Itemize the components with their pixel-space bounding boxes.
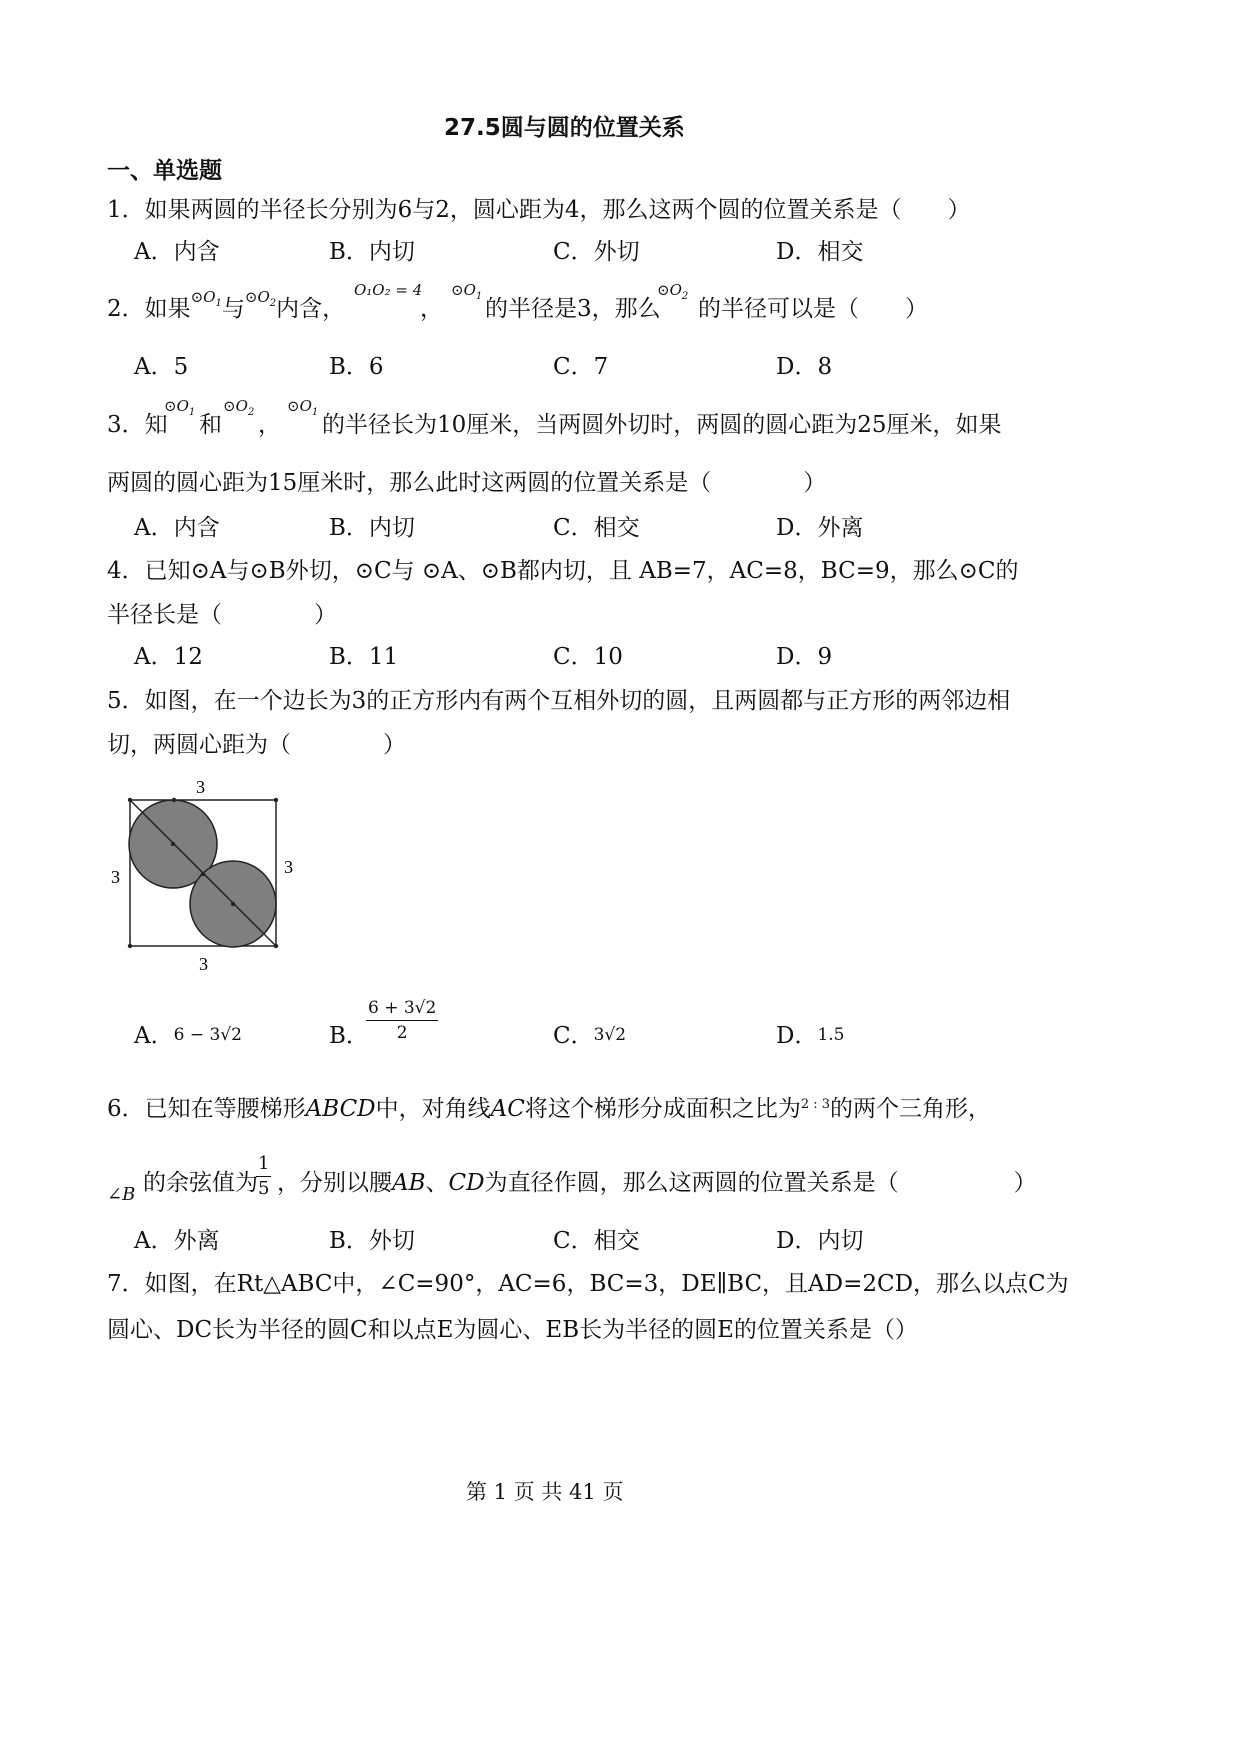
q2-circle-o2b-text: ⊙O bbox=[657, 281, 682, 299]
section-heading: 一、单选题 bbox=[107, 158, 222, 184]
q2-option-d: D．8 bbox=[776, 354, 833, 380]
q3-circle-o1b-sub: 1 bbox=[311, 407, 319, 418]
q6-text-a: 6．已知在等腰梯形 bbox=[107, 1096, 306, 1122]
q3-option-b: B．内切 bbox=[329, 515, 415, 541]
q2-option-a: A．5 bbox=[134, 354, 189, 380]
q3-prefix: 3．知 bbox=[107, 412, 168, 438]
q6-angle-b: ∠B bbox=[107, 1184, 136, 1205]
q3-circle-o1-text: ⊙O bbox=[164, 397, 189, 415]
q2-circle-o1b-text: ⊙O bbox=[451, 281, 476, 299]
q5-center-dot bbox=[171, 842, 175, 846]
q5-vertex-dot bbox=[274, 944, 278, 948]
q7-line2: 圆心、DC长为半径的圆C和以点E为圆心、EB长为半径的圆E的位置关系是（） bbox=[107, 1317, 918, 1343]
q5-option-a bbox=[134, 1021, 242, 1053]
q5-option-d-label: D． bbox=[776, 1023, 818, 1049]
q6-line2-a: 的余弦值为 bbox=[143, 1170, 258, 1196]
q3-option-d: D．外离 bbox=[776, 515, 864, 541]
q2-circle-o2-sub: 2 bbox=[269, 298, 277, 309]
page-footer: 第 1 页 共 41 页 bbox=[466, 1480, 624, 1504]
question-1: 1．如果两圆的半径长分别为6与2，圆心距为4，那么这两个圆的位置关系是（ ） bbox=[107, 197, 971, 223]
q5-label-left: 3 bbox=[111, 867, 120, 887]
q6-line2-rest bbox=[277, 1168, 1037, 1198]
q2-circle-o1 bbox=[190, 288, 222, 309]
q2-radius-text: 的半径是3，那么 bbox=[485, 296, 661, 322]
q6-ab: AB bbox=[392, 1170, 426, 1196]
q2-circle-o2-text: ⊙O bbox=[244, 288, 270, 306]
q6-fraction-den: 5 bbox=[258, 1178, 270, 1199]
q5-label-right: 3 bbox=[284, 857, 293, 877]
q2-distance: O₁O₂ = 4 bbox=[354, 281, 423, 299]
q3-circle-o2-text: ⊙O bbox=[223, 397, 248, 415]
q5-vertex-dot bbox=[128, 944, 132, 948]
q3-circle-o1b-text: ⊙O bbox=[287, 397, 312, 415]
q3-option-a: A．内含 bbox=[134, 515, 220, 541]
q5-vertex-dot bbox=[128, 798, 132, 802]
q6-option-a: A．外离 bbox=[134, 1228, 220, 1254]
q5-vertex-dot bbox=[274, 798, 278, 802]
q3-circle-o2 bbox=[223, 397, 254, 418]
q5-option-b-denominator: 2 bbox=[396, 1023, 408, 1043]
q5-option-a-label: A． bbox=[134, 1023, 174, 1049]
q5-tangent-dot bbox=[172, 798, 176, 802]
q5-option-b-fraction bbox=[366, 996, 438, 1045]
q6-ratio: 2 : 3 bbox=[800, 1097, 831, 1112]
q6-text-e: ，分别以腰 bbox=[277, 1170, 392, 1196]
q3-line2: 两圆的圆心距为15厘米时，那么此时这两圆的位置关系是（ ） bbox=[107, 470, 827, 496]
q4-option-a: A．12 bbox=[134, 644, 203, 670]
q1-option-b: B．内切 bbox=[329, 239, 415, 265]
q7-line1: 7．如图，在Rt△ABC中，∠C=90°，AC=6，BC=3，DE∥BC，且AD=2CD，那么以点C为 bbox=[107, 1271, 1069, 1297]
q6-fraction bbox=[256, 1152, 271, 1201]
q5-option-a-value: 6 − 3√2 bbox=[173, 1025, 242, 1045]
q6-text-c: 将这个梯形分成面积之比为 bbox=[524, 1096, 801, 1122]
q2-circle-o2 bbox=[244, 288, 277, 309]
q1-option-d: D．相交 bbox=[776, 239, 864, 265]
q2-comma: ， bbox=[420, 296, 443, 322]
q5-tangent-dot bbox=[201, 872, 205, 876]
q2-with: 与 bbox=[221, 296, 245, 322]
q6-option-b: B．外切 bbox=[329, 1228, 415, 1254]
q2-contain: 内含， bbox=[276, 296, 346, 322]
q2-circle-o1b bbox=[451, 281, 482, 302]
q5-label-top: 3 bbox=[196, 777, 205, 797]
q6-text-d: 的两个三角形， bbox=[830, 1096, 992, 1122]
q3-comma: ， bbox=[258, 412, 281, 438]
q5-option-b-label: B． bbox=[329, 1023, 369, 1049]
q5-label-bottom: 3 bbox=[199, 954, 208, 974]
q6-fraction-num: 1 bbox=[256, 1152, 271, 1177]
q6-option-d: D．内切 bbox=[776, 1228, 864, 1254]
q5-option-c-label: C． bbox=[553, 1023, 594, 1049]
q2-circle-o2b bbox=[657, 281, 688, 302]
q2-prefix: 2．如果 bbox=[107, 296, 191, 322]
q2-option-c: C．7 bbox=[553, 354, 609, 380]
q5-line1: 5．如图，在一个边长为3的正方形内有两个互相外切的圆，且两圆都与正方形的两邻边相 bbox=[107, 688, 1011, 714]
document-title: 27.5圆与圆的位置关系 bbox=[444, 115, 685, 141]
q5-line2: 切，两圆心距为（ ） bbox=[107, 732, 406, 758]
q3-circle-o1b bbox=[287, 397, 318, 418]
q5-center-dot bbox=[231, 902, 235, 906]
q3-option-c: C．相交 bbox=[553, 515, 640, 541]
q1-option-c: C．外切 bbox=[553, 239, 640, 265]
q6-cd: CD bbox=[448, 1170, 485, 1196]
q6-abcd: ABCD bbox=[305, 1096, 376, 1122]
q5-option-c-value: 3√2 bbox=[593, 1025, 627, 1045]
question-2 bbox=[107, 288, 346, 333]
q4-line1: 4．已知⊙A与⊙B外切，⊙C与 ⊙A、⊙B都内切，且 AB=7，AC=8，BC=9，那么⊙C的 bbox=[107, 558, 1019, 584]
q3-and: 和 bbox=[199, 412, 222, 438]
q6-sep: 、 bbox=[425, 1170, 449, 1196]
q5-option-d-value: 1.5 bbox=[817, 1025, 845, 1045]
q2-circle-o2b-sub: 2 bbox=[681, 291, 689, 302]
q6-line1 bbox=[107, 1094, 991, 1128]
q6-option-c: C．相交 bbox=[553, 1228, 640, 1254]
q6-ac: AC bbox=[490, 1096, 525, 1122]
q3-line1: 的半径长为10厘米，当两圆外切时，两圆的圆心距为25厘米，如果 bbox=[322, 412, 1002, 438]
q5-option-b-numerator: 6 + 3√2 bbox=[366, 996, 438, 1021]
q5-option-d bbox=[776, 1021, 845, 1053]
q2-tail: 的半径可以是（ ） bbox=[698, 296, 928, 322]
q4-option-d: D．9 bbox=[776, 644, 833, 670]
q1-option-a: A．内含 bbox=[134, 239, 220, 265]
q3-circle-o1-sub: 1 bbox=[188, 407, 196, 418]
q4-option-c: C．10 bbox=[553, 644, 623, 670]
q4-option-b: B．11 bbox=[329, 644, 399, 670]
q6-text-b: 中，对角线 bbox=[375, 1096, 491, 1122]
q2-circle-o1-text: ⊙O bbox=[190, 288, 216, 306]
q5-figure bbox=[100, 770, 310, 980]
q4-line2: 半径长是（ ） bbox=[107, 602, 337, 628]
q6-text-f: 为直径作圆，那么这两圆的位置关系是（ ） bbox=[484, 1170, 1037, 1196]
q3-circle-o2-sub: 2 bbox=[247, 407, 255, 418]
q2-circle-o1b-sub: 1 bbox=[475, 291, 483, 302]
q5-option-c bbox=[553, 1021, 626, 1053]
q2-option-b: B．6 bbox=[329, 354, 384, 380]
q3-circle-o1 bbox=[164, 397, 195, 418]
q2-circle-o1-sub: 1 bbox=[215, 298, 222, 309]
